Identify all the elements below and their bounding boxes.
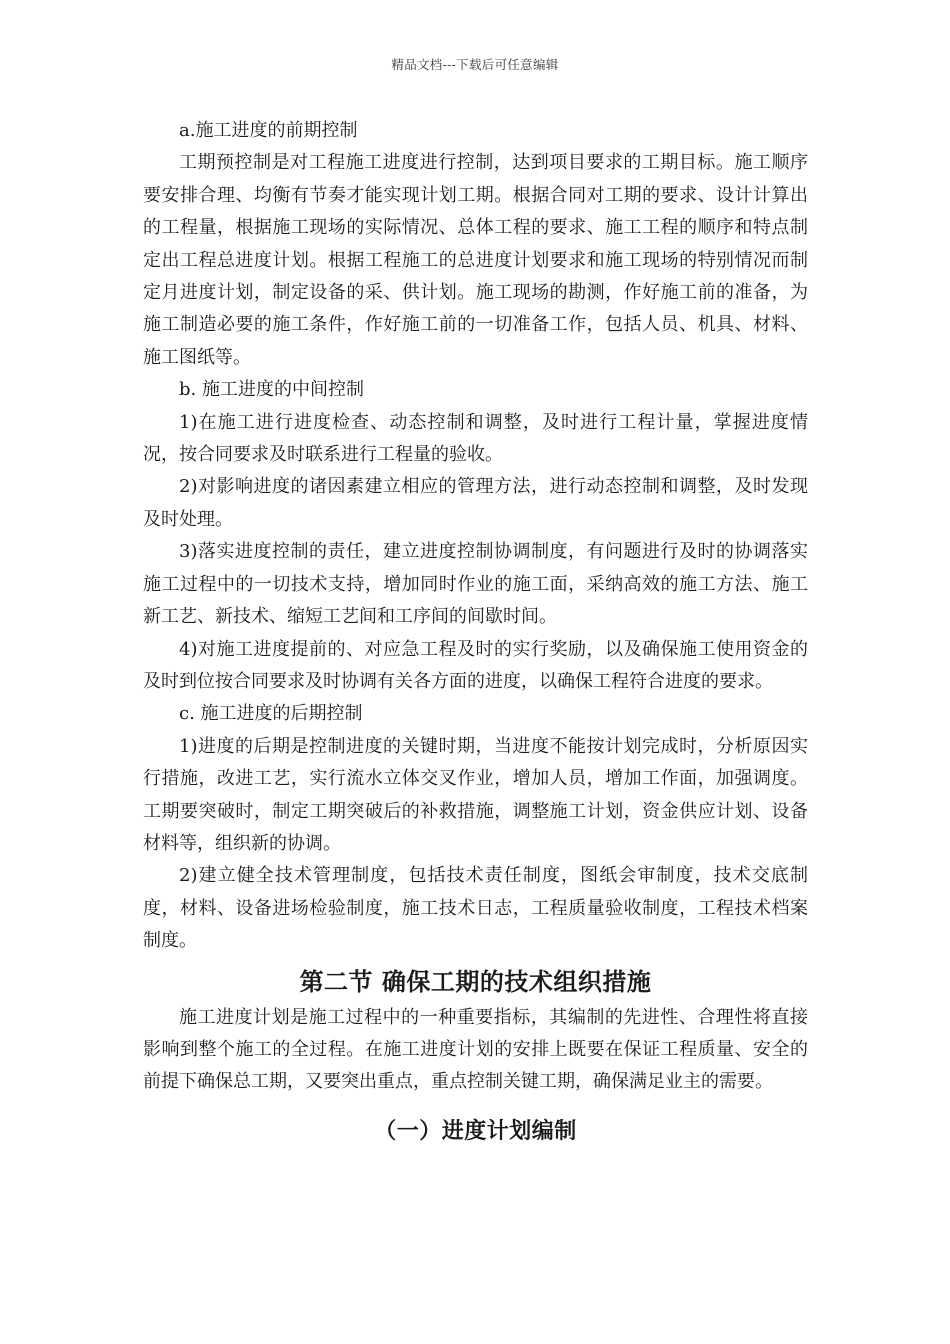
paragraph-c-2: 2)建立健全技术管理制度，包括技术责任制度，图纸会审制度，技术交底制度，材料、设备进场检验制度，施工技术日志，工程质量验收制度，工程技术档案制度。 <box>143 865 808 952</box>
subheading-b: b. 施工进度的中间控制 <box>179 379 364 401</box>
subheading-a: a.施工进度的前期控制 <box>179 120 358 141</box>
paragraph-b-4: 4)对施工进度提前的、对应急工程及时的实行奖励，以及确保施工使用资金的及时到位按合同要求及时协调有关各方面的进度，以确保工程符合进度的要求。 <box>143 638 808 692</box>
paragraph-b-2: 2)对影响进度的诸因素建立相应的管理方法，进行动态控制和调整，及时发现及时处理。 <box>143 476 808 530</box>
section-paragraph: 施工进度计划是施工过程中的一种重要指标，其编制的先进性、合理性将直接影响到整个施工的全过程。在施工进度计划的安排上既要在保证工程质量、安全的前提下确保总工期，又要突出重点，重点控制关键工期，确保满足业主的需要。 <box>143 1006 808 1093</box>
section-title: 第二节 确保工期的技术组织措施 <box>299 966 652 996</box>
document-body <box>143 115 808 1149</box>
paragraph-b-1: 1)在施工进行进度检查、动态控制和调整，及时进行工程计量，掌握进度情况，按合同要求及时联系进行工程量的验收。 <box>143 411 808 466</box>
subsection-title: （一）进度计划编制 <box>374 1117 577 1144</box>
subheading-c: c. 施工进度的后期控制 <box>179 703 363 725</box>
paragraph-c-1: 1)进度的后期是控制进度的关键时期，当进度不能按计划完成时，分析原因实行措施，改进工艺，实行流水立体交叉作业，增加人员，增加工作面，加强调度。工期要突破时，制定工期突破后的补救措施，调整施工计划，资金供应计划、设备材料等，组织新的协调。 <box>143 735 808 854</box>
paragraph-preliminary-control: 工期预控制是对工程施工进度进行控制，达到项目要求的工期目标。施工顺序要安排合理、均衡有节奏才能实现计划工期。根据合同对工期的要求、设计计算出的工程量，根据施工现场的实际情况、总体工程的要求、施工工程的顺序和特点制定出工程总进度计划。根据工程施工的总进度计划要求和施工现场的特别情况而制定月进度计划，制定设备的采、供计划。施工现场的勘测，作好施工前的准备，为施工制造必要的施工条件，作好施工前的一切准备工作，包括人员、机具、材料、施工图纸等。 <box>143 152 808 368</box>
page-header: 精品文档---下载后可任意编辑 <box>391 57 559 72</box>
paragraph-b-3: 3)落实进度控制的责任，建立进度控制协调制度，有问题进行及时的协调落实施工过程中的一切技术支持，增加同时作业的施工面，采纳高效的施工方法、施工新工艺、新技术、缩短工艺间和工序间的间歇时间。 <box>143 541 808 628</box>
